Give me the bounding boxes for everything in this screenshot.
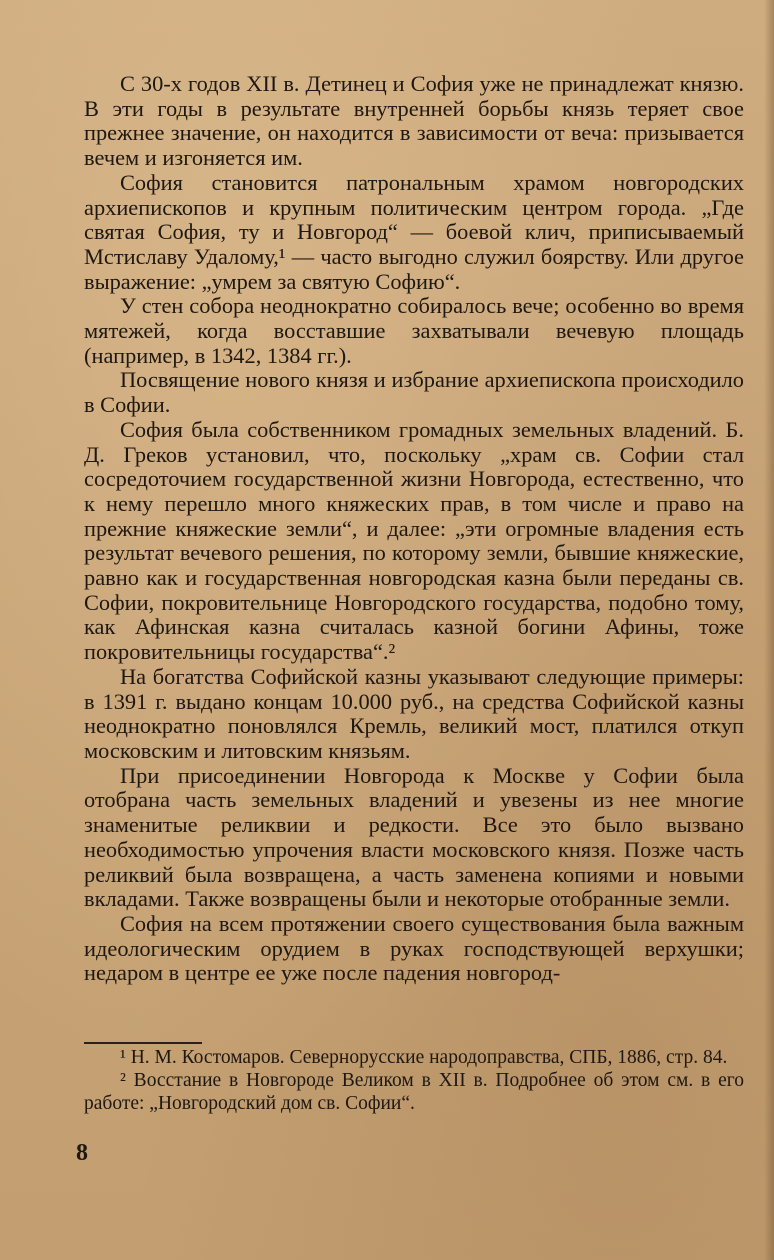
paragraph-4: Посвящение нового князя и избрание архиепископа происходило в Софии. xyxy=(84,367,744,418)
page-number: 8 xyxy=(76,1140,88,1166)
paragraph-5: София была собственником громадных земельных владений. Б. Д. Греков установил, что, поскольку „храм св. Софии стал сосредоточием государственной жизни Новгорода, естественно, что к нему перешло много княжеских прав, в том числе и право на прежние княжеские земли“, и далее: „эти огромные владения есть результат вечевого решения, по которому земли, бывшие княжеские, равно как и государственная новгородская казна были переданы св. Софии, покровительнице Новгородского государства, подобно тому, как Афинская казна считалась казной богини Афины, тоже покровительницы государства“.² xyxy=(84,416,744,665)
footnote-2: ² Восстание в Новгороде Великом в XII в. Подробнее об этом см. в его работе: „Новгородский дом св. Софии“. xyxy=(84,1070,744,1114)
paragraph-1: С 30-х годов XII в. Детинец и София уже не принадлежат князю. В эти годы в результате внутренней борьбы князь теряет свое прежнее значение, он находится в зависимости от веча: призывается вечем и изгоняется им. xyxy=(84,71,744,171)
paragraph-8: София на всем протяжении своего существования была важным идеологическим орудием в руках господствующей верхушки; недаром в центре ее уже после падения новгород- xyxy=(84,910,744,986)
paragraph-6: На богатства Софийской казны указывают следующие примеры: в 1391 г. выдано концам 10.000 руб., на средства Софийской казны неоднократно поновлялся Кремль, великий мост, платился откуп московским и литовским князьям. xyxy=(84,663,744,763)
paragraph-3: У стен собора неоднократно собиралось вече; особенно во время мятежей, когда восставшие захватывали вечевую площадь (например, в 1342, 1384 гг.). xyxy=(84,293,744,368)
page-edge-shadow xyxy=(764,0,774,1260)
paragraph-2: София становится патрональным храмом новгородских архиепископов и крупным политическим центром города. „Где святая София, ту и Новгород“ — боевой клич, приписываемый Мстиславу Удалому,¹ — часто выгодно служил боярству. Или другое выражение: „умрем за святую Софию“. xyxy=(84,169,744,294)
footnote-divider xyxy=(84,1042,202,1044)
footnotes xyxy=(84,1046,744,1115)
footnote-1: ¹ Н. М. Костомаров. Севернорусские народоправства, СПБ, 1886, стр. 84. xyxy=(120,1047,728,1068)
main-text xyxy=(84,72,744,986)
paragraph-7: При присоединении Новгорода к Москве у Софии была отобрана часть земельных владений и увезены из нее многие знаменитые реликвии и редкости. Все это было вызвано необходимостью упрочения власти московского князя. Позже часть реликвий была возвращена, а часть заменена копиями и новыми вкладами. Также возвращены были и некоторые отобранные земли. xyxy=(84,762,744,912)
